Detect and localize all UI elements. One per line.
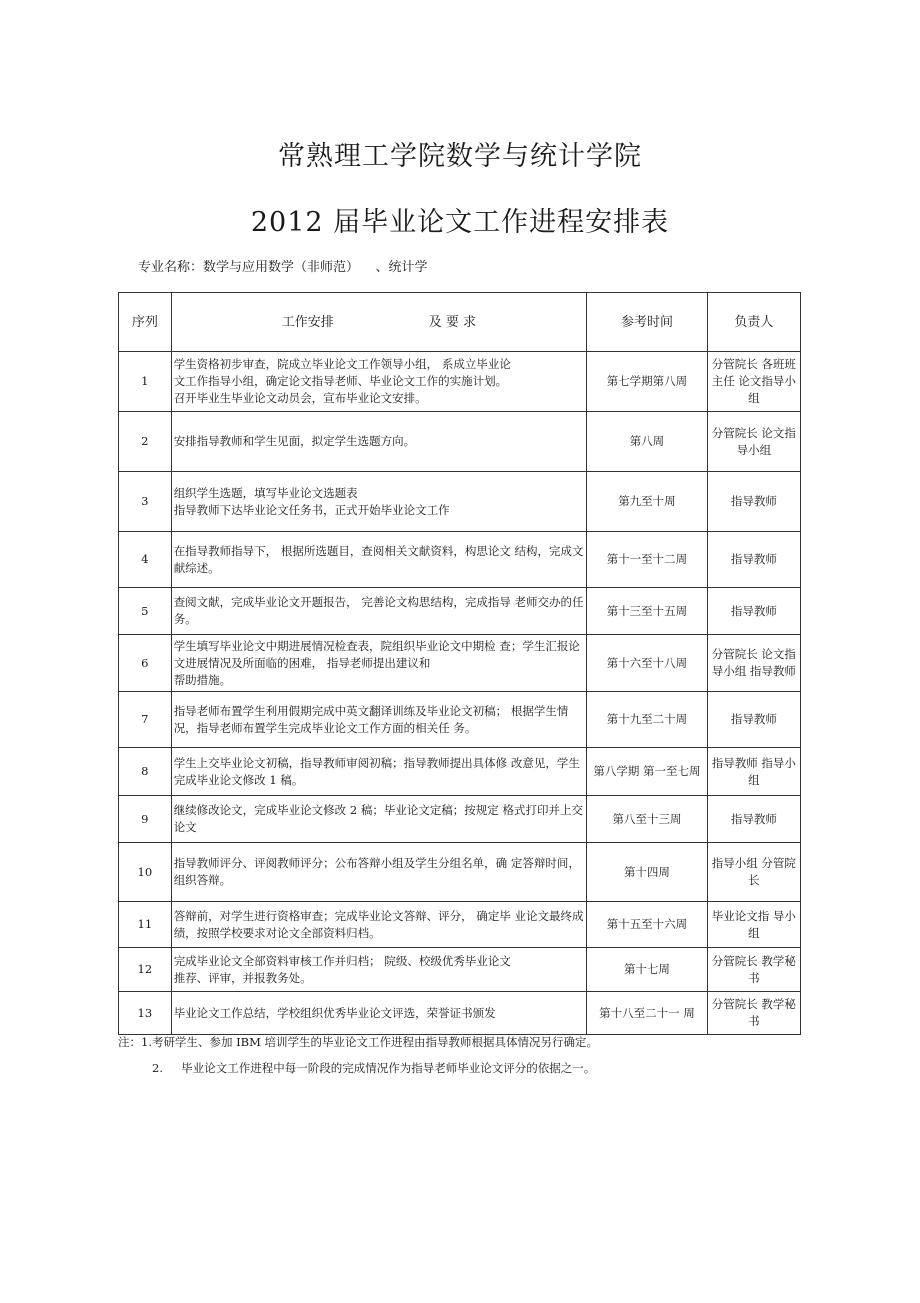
header-time: 参考时间 [587,293,708,352]
cell-work: 毕业论文工作总结，学校组织优秀毕业论文评选，荣誉证书颁发 [171,992,586,1035]
schedule-table [118,292,801,1035]
cell-responsible: 指导教师 [707,472,800,532]
cell-work: 安排指导教师和学生见面，拟定学生选题方向。 [171,412,586,472]
table-row [119,843,801,902]
cell-responsible: 指导教师 [707,796,800,843]
cell-work: 在指导教师指导下， 根据所选题目，查阅相关文献资料，构思论文 结构，完成文献综述。 [171,532,586,588]
cell-responsible: 指导小组 分管院长 [707,843,800,902]
cell-time: 第十九至二十周 [587,692,708,748]
table-header-row [119,293,801,352]
cell-responsible: 毕业论文指 导小组 [707,902,800,948]
page-title: 常熟理工学院数学与统计学院 [278,141,642,172]
cell-responsible: 分管院长 教学秘书 [707,992,800,1035]
cell-seq: 6 [119,635,172,692]
header-work-a: 工作安排 [281,314,334,330]
cell-seq: 10 [119,843,172,902]
table-row [119,352,801,412]
cell-seq: 3 [119,472,172,532]
cell-seq: 4 [119,532,172,588]
page-subtitle: 2012 届毕业论文工作进程安排表 [250,207,670,238]
header-work [171,293,586,352]
cell-time: 第十八至二十一 周 [587,992,708,1035]
cell-responsible: 指导教师 [707,692,800,748]
table-row [119,796,801,843]
cell-seq: 5 [119,588,172,635]
cell-seq: 13 [119,992,172,1035]
table-row [119,948,801,992]
table-row [119,748,801,796]
cell-work: 学生填写毕业论文中期进展情况检查表，院组织毕业论文中期检 查；学生汇报论文进展情况及所面临的困难， 指导老师提出建议和 帮助措施。 [171,635,586,692]
cell-seq: 1 [119,352,172,412]
table-row [119,635,801,692]
cell-time: 第十三至十五周 [587,588,708,635]
cell-time: 第七学期第八周 [587,352,708,412]
cell-time: 第九至十周 [587,472,708,532]
table-row [119,692,801,748]
cell-responsible: 分管院长 论文指导小组 指导教师 [707,635,800,692]
cell-time: 第十四周 [587,843,708,902]
table-row [119,472,801,532]
cell-work: 指导老师布置学生利用假期完成中英文翻译训练及毕业论文初稿； 根据学生情况，指导老师布置学生完成毕业论文工作方面的相关任 务。 [171,692,586,748]
cell-time: 第八至十三周 [587,796,708,843]
table-row [119,992,801,1035]
cell-work: 继续修改论文，完成毕业论文修改 2 稿；毕业论文定稿；按规定 格式打印并上交论文 [171,796,586,843]
cell-time: 第八周 [587,412,708,472]
cell-time: 第十六至十八周 [587,635,708,692]
cell-work: 完成毕业论文全部资料审核工作并归档； 院级、校级优秀毕业论文 推荐、评审，并报教务处。 [171,948,586,992]
cell-time: 第十一至十二周 [587,532,708,588]
note-1: 注：1.考研学生、参加 IBM 培训学生的毕业论文工作进程由指导教师根据具体情况另行确定。 [118,1035,599,1049]
cell-seq: 8 [119,748,172,796]
cell-work: 组织学生选题，填写毕业论文选题表 指导教师下达毕业论文任务书，正式开始毕业论文工作 [171,472,586,532]
note-2: 2. 毕业论文工作进程中每一阶段的完成情况作为指导老师毕业论文评分的依据之一。 [152,1061,596,1075]
cell-work: 答辩前，对学生进行资格审查；完成毕业论文答辩、评分， 确定毕 业论文最终成绩，按照学校要求对论文全部资料归档。 [171,902,586,948]
cell-work: 学生资格初步审查，院成立毕业论文工作领导小组， 系成立毕业论 文工作指导小组，确定论文指导老师、毕业论文工作的实施计划。 召开毕业生毕业论文动员会，宣布毕业论文安排。 [171,352,586,412]
table-row [119,412,801,472]
cell-time: 第十七周 [587,948,708,992]
cell-time: 第八学期 第一至七周 [587,748,708,796]
cell-responsible: 指导教师 [707,588,800,635]
table-row [119,902,801,948]
cell-seq: 11 [119,902,172,948]
header-work-b: 及 要 求 [428,314,477,330]
cell-responsible: 分管院长 论文指导小组 [707,412,800,472]
cell-seq: 7 [119,692,172,748]
cell-seq: 9 [119,796,172,843]
header-responsible: 负责人 [707,293,800,352]
cell-work: 学生上交毕业论文初稿，指导教师审阅初稿；指导教师提出具体修 改意见，学生完成毕业论文修改 1 稿。 [171,748,586,796]
cell-seq: 2 [119,412,172,472]
major-line: 专业名称：数学与应用数学（非师范） 、统计学 [138,260,428,275]
cell-work: 查阅文献，完成毕业论文开题报告， 完善论文构思结构，完成指导 老师交办的任务。 [171,588,586,635]
cell-work: 指导教师评分、评阅教师评分；公布答辩小组及学生分组名单，确 定答辩时间，组织答辩。 [171,843,586,902]
cell-seq: 12 [119,948,172,992]
cell-responsible: 分管院长 各班班主任 论文指导小组 [707,352,800,412]
cell-responsible: 分管院长 教学秘书 [707,948,800,992]
cell-time: 第十五至十六周 [587,902,708,948]
cell-responsible: 指导教师 指导小组 [707,748,800,796]
cell-responsible: 指导教师 [707,532,800,588]
table-row [119,588,801,635]
header-seq: 序列 [119,293,172,352]
table-row [119,532,801,588]
